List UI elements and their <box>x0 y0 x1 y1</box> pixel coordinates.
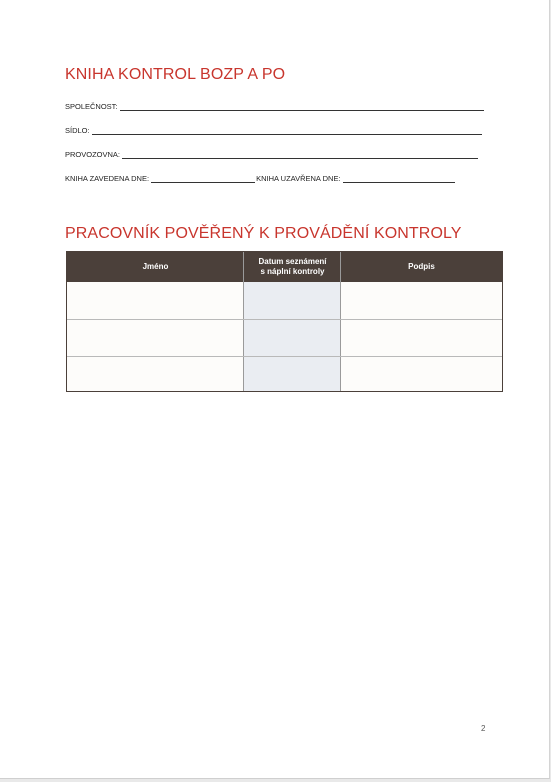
header-date-line2: s náplní kontroly <box>260 267 325 276</box>
table-header <box>67 252 502 282</box>
field-closed-label: KNIHA UZAVŘENA DNE: <box>256 174 341 183</box>
field-operation <box>65 149 478 159</box>
field-company-line[interactable] <box>120 101 484 111</box>
field-company <box>65 101 484 111</box>
table-cell-name-2[interactable] <box>67 320 243 356</box>
table-cell-signature-3[interactable] <box>341 357 502 391</box>
document-title: KNIHA KONTROL BOZP A PO <box>65 66 286 83</box>
table-cell-name-3[interactable] <box>67 357 243 391</box>
field-opened-line[interactable] <box>151 173 255 183</box>
header-date-line1: Datum seznámení <box>258 257 327 266</box>
field-seat-line[interactable] <box>92 125 482 135</box>
field-seat <box>65 125 482 135</box>
field-seat-label: SÍDLO: <box>65 126 90 135</box>
table-cell-signature-1[interactable] <box>341 282 502 319</box>
header-date <box>244 252 341 282</box>
header-signature: Podpis <box>408 262 435 271</box>
table-cell-name-1[interactable] <box>67 282 243 319</box>
field-operation-label: PROVOZOVNA: <box>65 150 121 159</box>
header-name: Jméno <box>142 262 169 271</box>
field-operation-line[interactable] <box>122 149 478 159</box>
inspector-table <box>66 251 503 392</box>
field-dates <box>65 173 455 183</box>
table-cell-date-2[interactable] <box>244 320 340 356</box>
section-title: PRACOVNÍK POVĚŘENÝ K PROVÁDĚNÍ KONTROLY <box>65 225 462 242</box>
field-company-label: SPOLEČNOST: <box>65 102 118 111</box>
field-opened-label: KNIHA ZAVEDENA DNE: <box>65 174 150 183</box>
table-cell-date-3[interactable] <box>244 357 340 391</box>
page-number: 2 <box>481 724 486 733</box>
table-cell-date-1[interactable] <box>244 282 340 319</box>
field-closed-line[interactable] <box>343 173 455 183</box>
table-cell-signature-2[interactable] <box>341 320 502 356</box>
